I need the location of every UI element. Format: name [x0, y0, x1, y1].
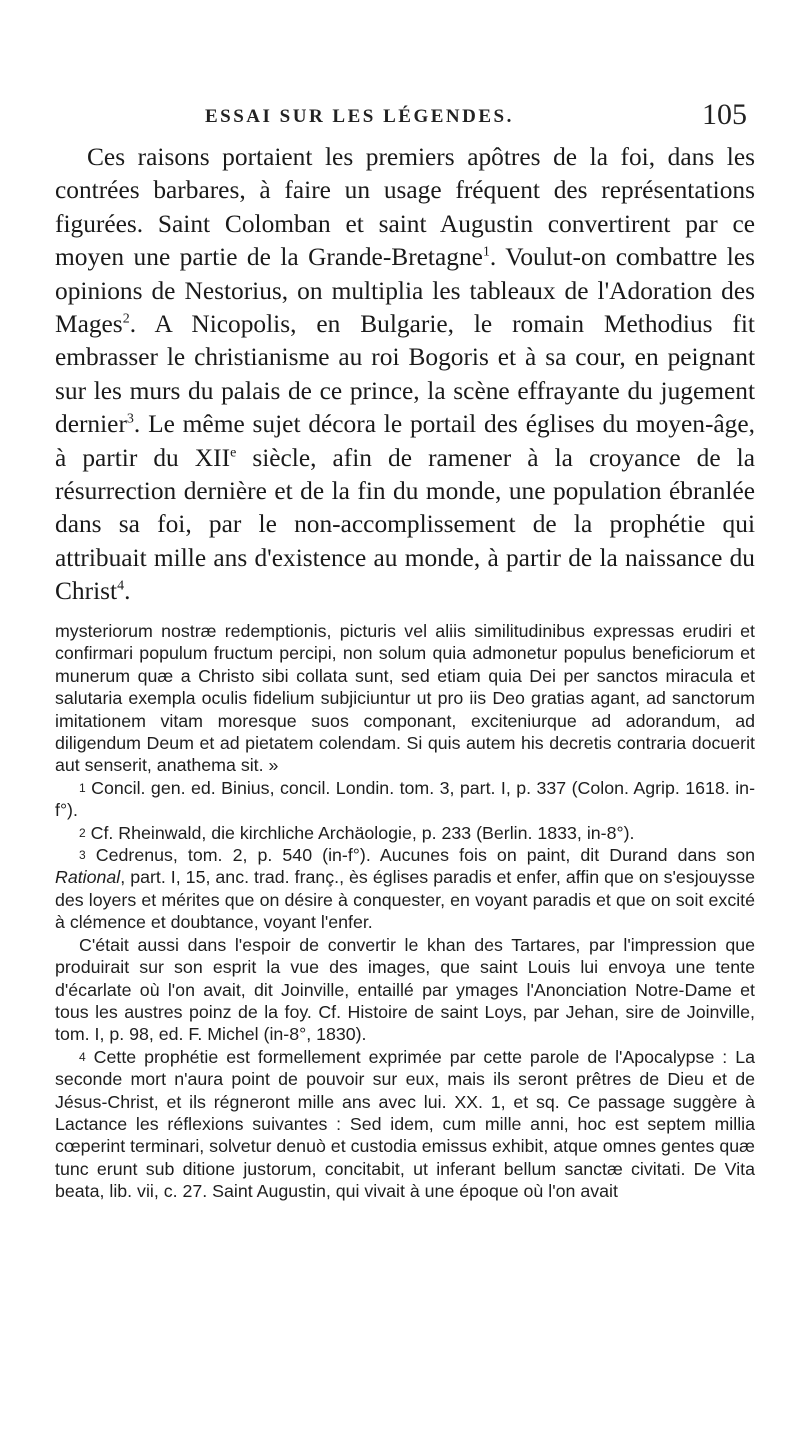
footnote-2: [55, 822, 755, 844]
page-number: 105: [702, 98, 747, 131]
footnote-ref-3: 3: [126, 411, 134, 427]
main-text-part-4: . Le même sujet décora le portail des églises du moyen-âge, à partir du XII: [55, 410, 755, 472]
footnote-4: [55, 1046, 755, 1203]
footnote-3-italic-title: Rational: [55, 867, 121, 888]
footnote-3-text-a: Cedrenus, tom. 2, p. 540 (in-f°). Aucunes fois on paint, dit Durand dans son: [95, 845, 755, 866]
footnote-continuation: mysteriorum nostræ redemptionis, picturis vel aliis similitudinibus expressas erudiri et confirmari populum fructum percipi, non solum quia admonetur populus beneficiorum et munerum quæ a Christo sibi collata sunt, sed etiam quia Dei per sanctos miracula et salutaria exempla oculis fidelium subjiciuntur ut pro iis Deo gratias agant, ad sanctorum imitationem vitam moresque suos componant, exciteniurque ad adorandum, ad diligendum Deum et ad pietatem colendam. Si quis autem his decretis contraria docuerit aut senserit, anathema sit. »: [55, 621, 755, 776]
running-title: ESSAI SUR LES LÉGENDES.: [205, 106, 514, 127]
main-text-part-3: . A Nicopolis, en Bulgarie, le romain Methodius fit embrasser le christianisme au roi Bogoris et à sa cour, en peignant sur les murs du palais de ce prince, la scène effrayante du jugement dernier: [55, 310, 755, 439]
footnote-ref-4: 4: [117, 578, 125, 594]
footnote-4-number: 4: [79, 1049, 86, 1064]
footnote-2-number: 2: [79, 825, 86, 840]
main-text-part-1: Ces raisons portaient les premiers apôtres de la foi, dans les contrées barbares, à faire un usage fréquent des représentations figurées. Saint Colomban et saint Augustin convertirent par ce moyen une partie de la Grande-Bretagne: [55, 143, 755, 272]
footnote-1: [55, 777, 755, 822]
footnote-2-text: Cf. Rheinwald, die kirchliche Archäologie, p. 233 (Berlin. 1833, in-8°).: [90, 822, 635, 843]
book-page: [55, 0, 755, 1433]
footnote-3-number: 3: [79, 848, 86, 863]
main-text-part-5: siècle, afin de ramener à la croyance de la résurrection dernière et de la fin du monde, une population ébranlée dans sa foi, par le non-accomplissement de la prophétie qui attribuait mille ans d'existence au monde, à partir de la naissance du Christ: [55, 443, 756, 606]
footnotes: [55, 620, 755, 1203]
main-paragraph: [55, 141, 755, 609]
footnote-ref-1: 1: [482, 244, 490, 260]
footnote-1-text: Concil. gen. ed. Binius, concil. Londin. tom. 3, part. I, p. 337 (Colon. Agrip. 1618. in-f°).: [55, 777, 755, 821]
footnote-3: [55, 844, 755, 934]
footnote-3-text-b: , part. I, 15, anc. trad. franç., ès églises paradis et enfer, affin que on s'esjouysse des loyers et mérites que on désire à conquester, en voyant paradis et que on soit excité à clémence et doubtance, voyant l'enfer.: [55, 867, 755, 933]
footnote-ref-2: 2: [122, 311, 130, 327]
footnote-4-text: Cette prophétie est formellement exprimée par cette parole de l'Apocalypse : La seconde mort n'aura point de pouvoir sur eux, mais ils seront prêtres de Dieu et de Jésus-Christ, et ils régneront mille ans avec lui. XX. 1, et sq. Ce passage suggère à Lactance les réflexions suivantes : Sed idem, cum mille anni, hoc est septem millia cœperint terminari, solvetur denuò et custodia emissus exhibit, atque omnes gentes quæ tunc erunt sub ditione justorum, concitabit, ut inferant bellum sanctæ civitati. De Vita beata, lib. vii, c. 27. Saint Augustin, qui vivait à une époque où l'on avait: [55, 1046, 755, 1202]
century-superscript: e: [230, 445, 237, 461]
running-head: [55, 98, 755, 138]
footnote-3-paragraph-2: C'était aussi dans l'espoir de convertir le khan des Tartares, par l'impression que produirait sur son esprit la vue des images, que saint Louis lui envoya une tente d'écarlate où l'on avait, dit Joinville, entaillé par ymages l'Anonciation Notre-Dame et tous les austres poinz de la foy. Cf. Histoire de saint Loys, par Jehan, sire de Joinville, tom. I, p. 98, ed. F. Michel (in-8°, 1830).: [55, 934, 755, 1045]
footnote-1-number: 1: [79, 780, 86, 795]
main-text-part-6: .: [124, 577, 131, 606]
main-text-part-2: . Voulut-on combattre les opinions de Nestorius, on multiplia les tableaux de l'Adoration des Mages: [55, 243, 755, 339]
